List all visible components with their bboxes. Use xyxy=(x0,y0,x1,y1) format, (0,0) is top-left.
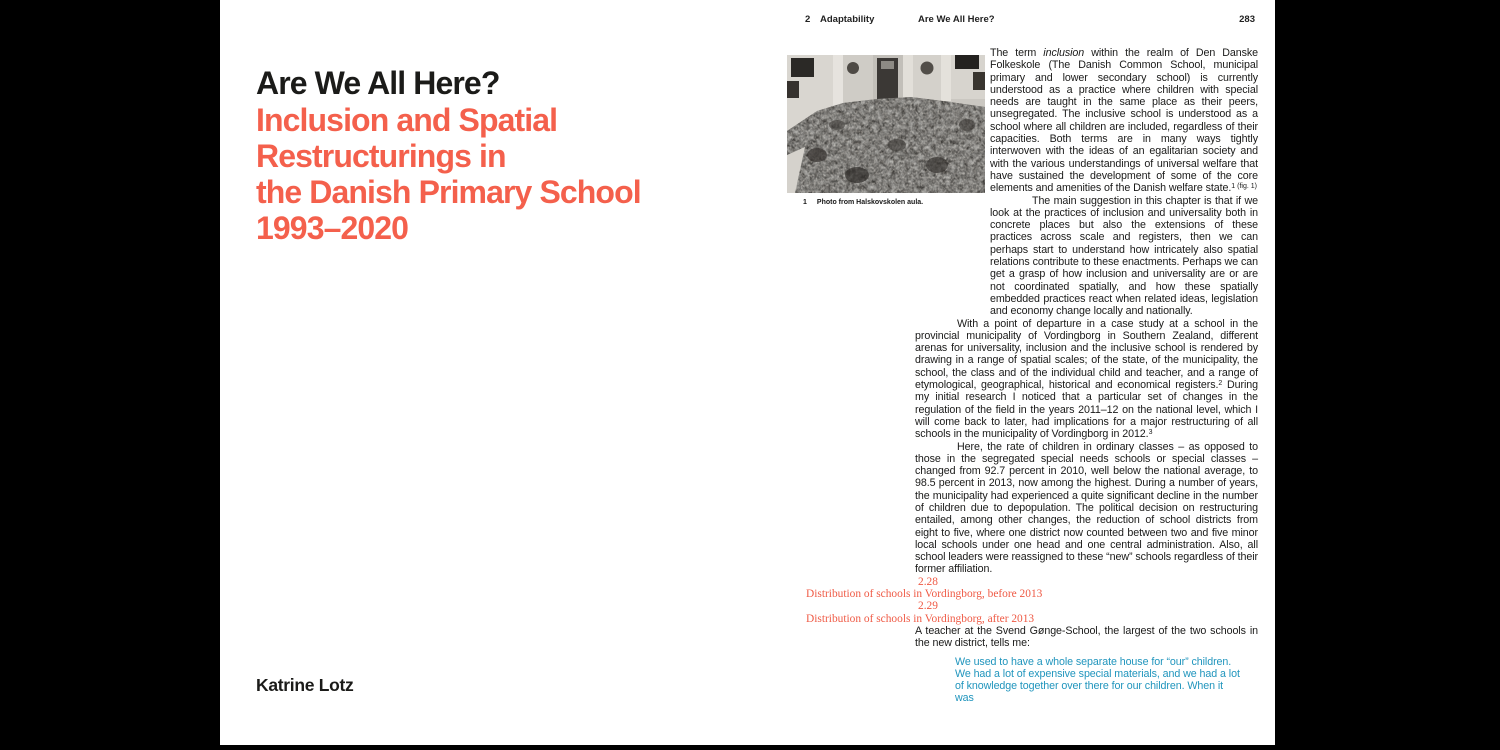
figure-references xyxy=(806,575,1258,625)
chapter-title xyxy=(256,65,641,246)
header-page-number: 283 xyxy=(1239,14,1255,25)
chapter-title-main: Are We All Here? xyxy=(256,65,500,102)
figure-reference-caption-229: Distribution of schools in Vordingborg, after 2013 xyxy=(806,612,1035,625)
body-paragraph-3: With a point of departure in a case study at a school in the provincial municipality of Vordingborg in Southern Zealand, different arenas for universality, inclusion and the inclusive school is rendered by drawing in a range of spatial scales; of the state, of the municipality, the school, the class and of the individual child and teacher, and a range of etymological, geographical, historical and economical registers.$^2$ During my initial research I noticed that a particular set of changes in the regulation of the field in the years 2011–12 on the national level, which I will come back to later, had implications for a major restructuring of all schools in the municipality of Vordingborg in 2012.$^3$ xyxy=(915,317,1258,441)
chapter-subtitle-line-2: Restructurings in xyxy=(256,137,506,174)
author-name: Katrine Lotz xyxy=(256,675,354,695)
photo-caption-number: 1 xyxy=(803,199,807,206)
teacher-intro-paragraph: A teacher at the Svend Gønge-School, the largest of the two schools in the new district, tells me: xyxy=(915,624,1258,650)
figure-reference-number-229: 2.29 xyxy=(918,600,938,613)
chapter-subtitle-line-1: Inclusion and Spatial xyxy=(256,101,558,138)
header-running-title: Are We All Here? xyxy=(918,14,995,25)
chapter-subtitle-line-3: the Danish Primary School xyxy=(256,174,641,211)
chapter-subtitle-line-4: 1993–2020 xyxy=(256,210,409,247)
body-paragraph-2: The main suggestion in this chapter is that if we look at the practices of inclusion and universality both in concrete places but also the extensions of these practices across scale and registers, then we can perhaps start to understand how intricately also spatial relations contribute to these enactments. Perhaps we can get a grasp of how inclusion and universality are or are not coordinated spatially, and how these spatially embedded practices react when related ideas, legislation and economy change locally and nationally. xyxy=(990,194,1258,318)
figure-reference-number-228: 2.28 xyxy=(918,575,938,588)
book-spread xyxy=(220,0,1275,745)
teacher-quote: We used to have a whole separate house for “our” children. We had a lot of expensive special materials, and we had a lot of knowledge together over there for our children. When it was xyxy=(955,655,1240,705)
header-chapter-number: 2 xyxy=(805,14,811,25)
body-paragraph-4: Here, the rate of children in ordinary classes – as opposed to those in the segregated special needs schools or special classes – changed from 92.7 percent in 2010, well below the national average, to 98.5 percent in 2013, now among the highest. During a number of years, the municipality had experienced a quite significant decline in the number of children due to depopulation. The political decision on restructuring entailed, among other changes, the reduction of school districts from eight to five, where one district now counted between two and five minor local schools under one head and one central administration. Also, all school leaders were reassigned to these “new” schools regardless of their former affiliation. xyxy=(915,440,1258,576)
narrow-column xyxy=(990,47,1258,318)
photo-caption-text: Photo from Halskovskolen aula. xyxy=(816,199,924,206)
body-paragraph-1: The term inclusion within the realm of Den Danske Folkeskole (The Danish Common School, municipal primary and lower secondary school) is currently understood as a practice where children with special needs are taught in the same place as their peers, unsegregated. The inclusive school is understood as a school where all children are included, regardless of their capacities. Both terms are in many ways tightly interwoven with the ideas of an egalitarian society and with the various understandings of universal welfare that have sustained the development of some of the core elements and amenities of the Danish welfare state.$^{1 (fig. 1)}$ xyxy=(990,47,1259,195)
header-chapter-name: Adaptability xyxy=(820,14,875,25)
figure-reference-caption-228: Distribution of schools in Vordingborg, before 2013 xyxy=(806,588,1043,601)
